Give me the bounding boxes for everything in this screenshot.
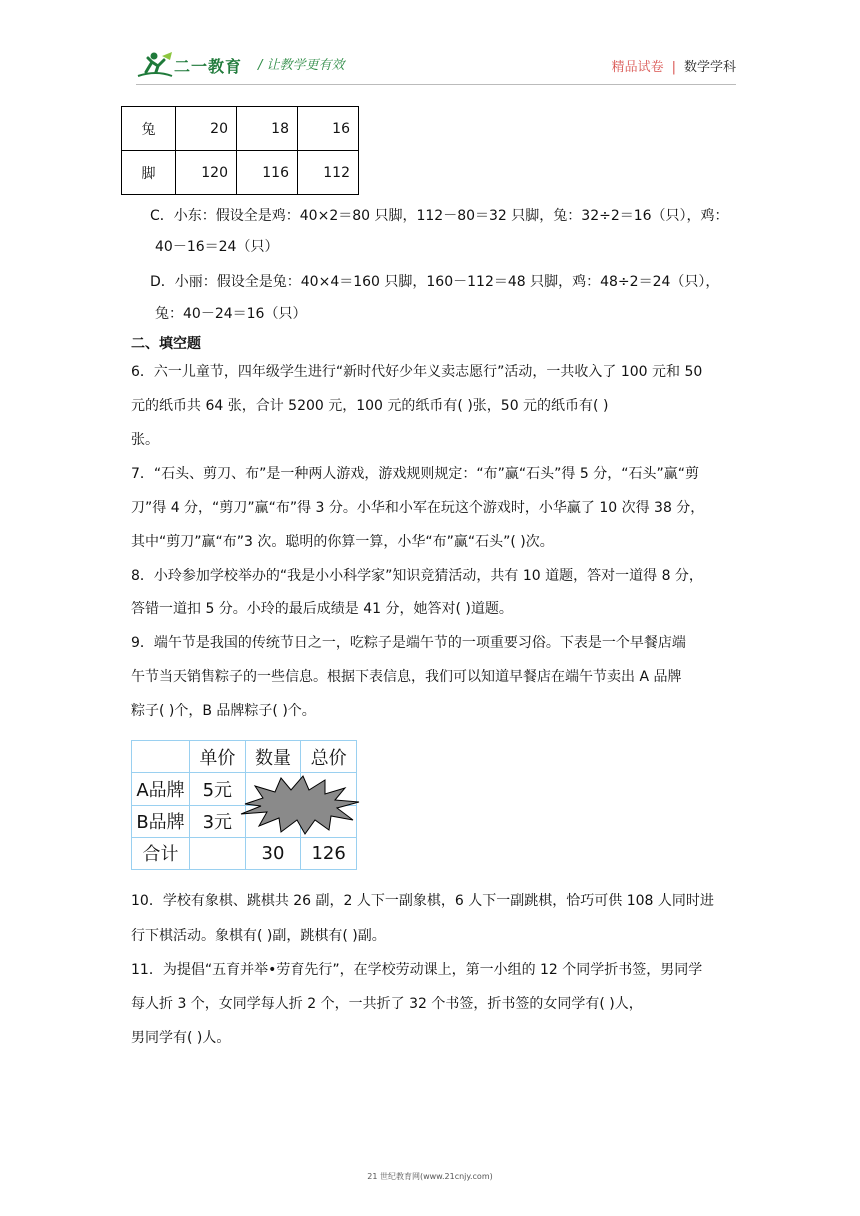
- question-11-line2: 每人折 3 个，女同学每人折 2 个，一共折了 32 个书签，折书签的女同学有( )人，: [131, 996, 643, 1012]
- page-header: [136, 44, 736, 84]
- tag-subject: 数学学科: [683, 60, 736, 75]
- question-11-line3: 男同学有( )人。: [131, 1030, 231, 1046]
- option-c-line2: 40－16＝24（只）: [155, 239, 279, 255]
- question-11-line1: 11．为提倡“五育并举•劳育先行”，在学校劳动课上，第一小组的 12 个同学折书签，男同学: [131, 962, 703, 978]
- table-cell: 112: [298, 151, 359, 195]
- table-cell: 126: [301, 837, 357, 869]
- table-header-cell: 数量: [245, 741, 301, 773]
- table-cell: 兔: [122, 107, 176, 151]
- question-9-line3: 粽子( )个，B 品牌粽子( )个。: [131, 703, 316, 719]
- page-footer: 21 世纪教育网(www.21cnjy.com): [367, 1172, 493, 1181]
- logo-text: 二一教育: [174, 57, 243, 76]
- table-row: [122, 107, 359, 151]
- question-10-line2: 行下棋活动。象棋有( )副，跳棋有( )副。: [131, 928, 386, 944]
- option-d-line2: 兔：40－24＝16（只）: [155, 306, 307, 322]
- table-cell: 116: [237, 151, 298, 195]
- header-divider: [136, 84, 736, 85]
- table-cell: 5元: [190, 773, 246, 805]
- question-6-line2: 元的纸币共 64 张，合计 5200 元，100 元的纸币有( )张，50 元的纸币有( ): [131, 398, 609, 414]
- table-cell: [190, 837, 246, 869]
- question-9-line2: 午节当天销售粽子的一些信息。根据下表信息，我们可以知道早餐店在端午节卖出 A 品牌: [131, 669, 682, 685]
- question-8-line2: 答错一道扣 5 分。小玲的最后成绩是 41 分，她答对( )道题。: [131, 601, 513, 617]
- tag-quality-paper: 精品试卷: [611, 60, 664, 75]
- zongzi-sales-table: [131, 740, 357, 870]
- rabbit-feet-table: [121, 106, 359, 195]
- question-7-line2: 刀”得 4 分，“剪刀”赢“布”得 3 分。小华和小军在玩这个游戏时，小华赢了 10 次得 38 分，: [131, 500, 705, 516]
- table-cell: 合计: [132, 837, 190, 869]
- option-c-line1: C．小东：假设全是鸡：40×2＝80 只脚，112－80＝32 只脚，兔：32÷2＝16（只），鸡：: [150, 208, 729, 224]
- table-cell: 脚: [122, 151, 176, 195]
- table-cell: A品牌: [132, 773, 190, 805]
- table-row: [132, 837, 357, 869]
- table-cell: 20: [176, 107, 237, 151]
- slogan: / 让教学更有效: [258, 58, 345, 73]
- table-header-cell: [132, 741, 190, 773]
- section-title: 二、填空题: [131, 336, 201, 352]
- table-cell: 16: [298, 107, 359, 151]
- question-6-line3: 张。: [131, 432, 159, 448]
- option-d-line1: D．小丽：假设全是兔：40×4＝160 只脚，160－112＝48 只脚，鸡：48÷2＝24（只），: [150, 274, 720, 290]
- separator: |: [671, 60, 676, 75]
- table-cell: 120: [176, 151, 237, 195]
- question-9-line1: 9．端午节是我国的传统节日之一，吃粽子是端午节的一项重要习俗。下表是一个早餐店端: [131, 635, 686, 651]
- question-6-line1: 6．六一儿童节，四年级学生进行“新时代好少年义卖志愿行”活动，一共收入了 100 元和 50: [131, 364, 703, 380]
- question-10-line1: 10．学校有象棋、跳棋共 26 副，2 人下一副象棋，6 人下一副跳棋，恰巧可供 108 人同时进: [131, 893, 714, 909]
- table-header-cell: 单价: [190, 741, 246, 773]
- table-row: [122, 151, 359, 195]
- question-7-line3: 其中“剪刀”赢“布”3 次。聪明的你算一算，小华“布”赢“石头”( )次。: [131, 534, 554, 550]
- question-8-line1: 8．小玲参加学校举办的“我是小小科学家”知识竞猜活动，共有 10 道题，答对一道得 8 分，: [131, 568, 703, 584]
- table-row: [132, 741, 357, 773]
- table-cell: 30: [245, 837, 301, 869]
- ink-splat-icon: [237, 774, 363, 836]
- table-cell: B品牌: [132, 805, 190, 837]
- table-cell: 3元: [190, 805, 246, 837]
- header-tags: [612, 56, 736, 75]
- table-cell: 18: [237, 107, 298, 151]
- question-7-line1: 7．“石头、剪刀、布”是一种两人游戏，游戏规则规定：“布”赢“石头”得 5 分，“石头”赢“剪: [131, 466, 699, 482]
- table-header-cell: 总价: [301, 741, 357, 773]
